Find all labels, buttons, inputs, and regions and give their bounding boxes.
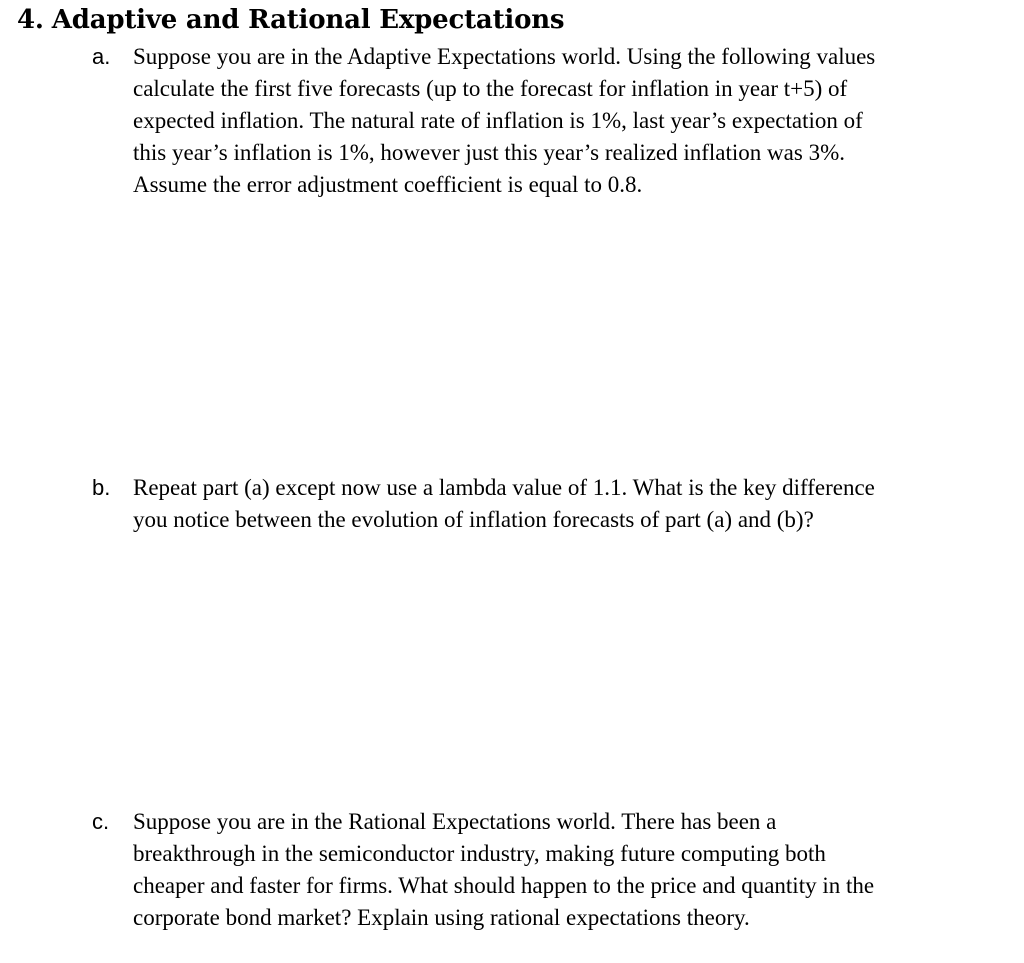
section-number: 4. [17,5,44,35]
question-line: Suppose you are in the Adaptive Expectations world. Using the following values [133,44,876,69]
question-line: expected inflation. The natural rate of inflation is 1%, last year’s expectation of [133,108,863,133]
question-marker: a. [92,44,111,69]
question-line: you notice between the evolution of inflation forecasts of part (a) and (b)? [133,507,814,532]
question-line: calculate the first five forecasts (up to the forecast for inflation in year t+5) of [133,76,848,101]
section-title: Adaptive and Rational Expectations [51,5,565,35]
section-heading [17,2,564,38]
question-text [133,806,874,934]
question-line: this year’s inflation is 1%, however just this year’s realized inflation was 3%. [133,140,845,165]
question-line: cheaper and faster for firms. What should happen to the price and quantity in the [133,873,875,898]
question-text [133,41,875,201]
question-line: breakthrough in the semiconductor industry, making future computing both [133,841,826,866]
question-line: Repeat part (a) except now use a lambda value of 1.1. What is the key difference [133,475,875,500]
question-line: Assume the error adjustment coefficient is equal to 0.8. [133,172,643,197]
question-text [133,472,875,536]
question-marker: c. [92,809,110,834]
question-line: corporate bond market? Explain using rational expectations theory. [133,905,750,930]
question-line: Suppose you are in the Rational Expectations world. There has been a [133,809,777,834]
question-marker: b. [92,475,111,500]
